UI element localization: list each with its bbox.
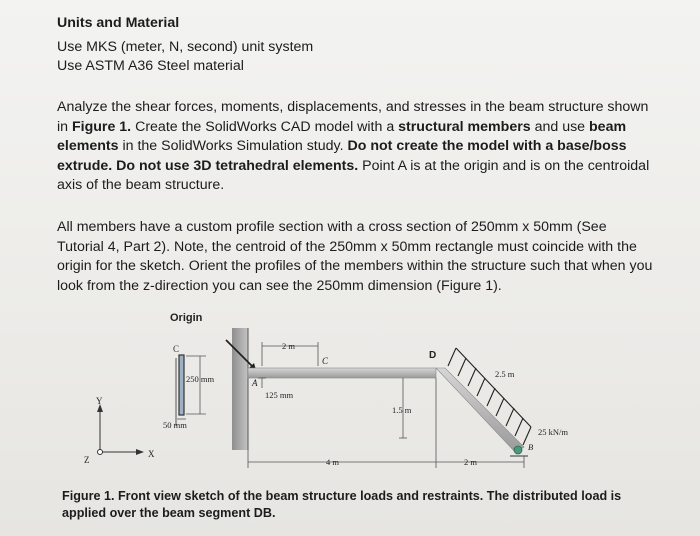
material-line: Use ASTM A36 Steel material xyxy=(57,58,244,74)
dim-125mm-label: 125 mm xyxy=(265,390,294,400)
beam-ad xyxy=(248,368,436,378)
dim-2m-top-label: 2 m xyxy=(282,341,295,351)
units-heading: Units and Material xyxy=(57,15,180,31)
wall-support xyxy=(226,328,258,450)
point-a-label: A xyxy=(252,378,258,388)
units-line: Use MKS (meter, N, second) unit system xyxy=(57,39,314,55)
cross-section xyxy=(163,344,214,430)
axis-x-label: X xyxy=(148,449,155,459)
coordinate-axes xyxy=(84,396,155,465)
figure-caption: Figure 1. Front view sketch of the beam structure loads and restraints. The distributed load is applied over the beam segment DB. xyxy=(62,489,622,520)
beam-db xyxy=(436,368,524,452)
distributed-load xyxy=(448,348,531,445)
dim-4m-label: 4 m xyxy=(326,457,339,467)
point-d-label: D xyxy=(429,350,437,361)
axis-y-label: Y xyxy=(96,396,103,406)
section-height-label: 250 mm xyxy=(186,374,215,384)
origin-label: Origin xyxy=(170,312,203,324)
dim-125mm xyxy=(258,378,266,388)
section-rectangle xyxy=(179,355,184,415)
dim-2m-bottom-label: 2 m xyxy=(464,457,477,467)
point-c-label: C xyxy=(322,356,329,366)
load-label: 25 kN/m xyxy=(538,427,568,437)
section-point-label: C xyxy=(173,344,180,354)
dim-1-5m-label: 1.5 m xyxy=(392,405,412,415)
profile-paragraph: All members have a custom profile section with a cross section of 250mm x 50mm (See Tutorial 4, Part 2). Note, the centroid of the 250mm x 50mm rectangle must coincide with the origin for the sketch. Orient the profiles of the members within the structure such that when you look from the z-direction you can see the 250mm dimension (Figure 1). xyxy=(57,219,653,294)
dim-2-5m-label: 2.5 m xyxy=(495,369,515,379)
beam-figure xyxy=(0,300,700,500)
section-width-label: 50 mm xyxy=(163,420,187,430)
axis-z-label: Z xyxy=(84,455,90,465)
point-b-label: B xyxy=(528,442,534,452)
analysis-paragraph: Analyze the shear forces, moments, displacements, and stresses in the beam structure shown in Figure 1. Create the SolidWorks CAD model with a structural members and use beam elements in the SolidWorks Simulation study. Do not create the model with a base/boss extrude. Do not use 3D tetrahedral elements. Point A is at the origin and is on the centroidal axis of the beam structure. xyxy=(57,99,650,194)
